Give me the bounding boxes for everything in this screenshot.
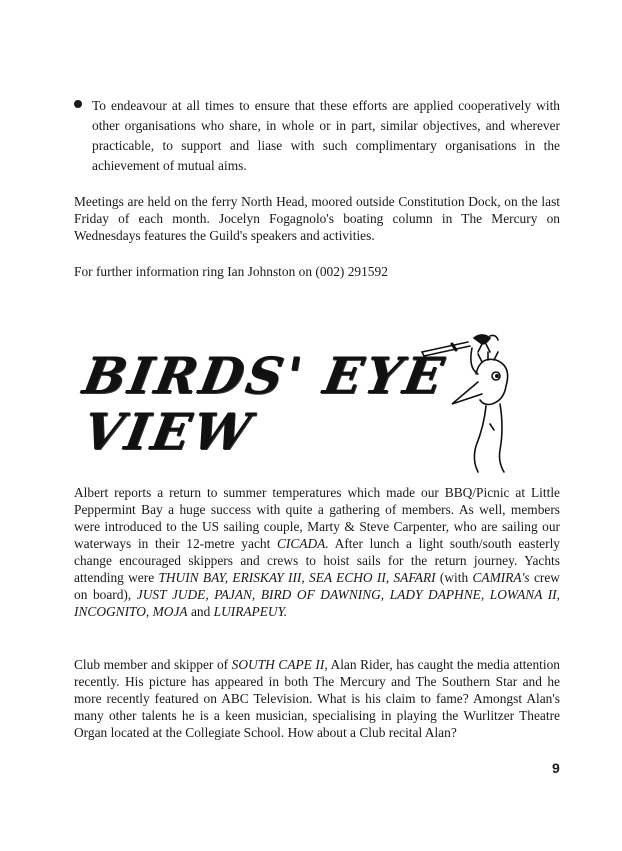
alan-rider-paragraph: [74, 656, 560, 741]
bird-cartoon-illustration: [412, 334, 542, 474]
yacht-name: LOWANA II,: [489, 587, 560, 602]
info-paragraph: For further information ring Ian Johnston on (002) 291592: [74, 264, 388, 279]
yacht-name: CICADA.: [277, 536, 329, 551]
section-title-line1: BIRDS' EYE: [78, 346, 451, 405]
yacht-name: THUIN BAY,: [158, 570, 229, 585]
yacht-name: CAMIRA's: [472, 570, 530, 585]
yacht-name: SEA ECHO II,: [309, 570, 390, 585]
p1-text-e: and: [187, 604, 214, 619]
p1-text-c: (with: [435, 570, 473, 585]
yacht-name: SAFARI: [393, 570, 436, 585]
yacht-name: LUIRAPEUY.: [213, 604, 288, 619]
p2-text-b: Alan Rider, has caught the media attention recently. His picture has appeared in both The Mercury and The Southern Star and he more recently featured on ABC Television. What is his claim to fame? Amongst Alan's many other talents he is a keen musician, specialising in playing the Wurlitzer Theatre Organ located at the Collegiate School. How about a Club recital Alan?: [74, 657, 561, 740]
picnic-paragraph: [74, 484, 560, 620]
yacht-name: LADY DAPHNE,: [389, 587, 485, 602]
p2-text-a: Club member and skipper of: [74, 657, 232, 672]
yacht-name: BIRD OF DAWNING,: [260, 587, 385, 602]
yacht-name: JUST JUDE,: [136, 587, 209, 602]
p1-text-b: After lunch a light south/south easterly change encouraged skippers and crews to hoist sails for the return journey. Yachts attending were: [74, 536, 560, 585]
yacht-name: MOJA: [152, 604, 188, 619]
yacht-name: INCOGNITO,: [74, 604, 150, 619]
yacht-name: ERISKAY III,: [232, 570, 305, 585]
p1-text-d: crew on board),: [74, 570, 560, 602]
bullet-dot: [74, 100, 82, 108]
section-title-line2: VIEW: [78, 402, 258, 461]
yacht-name: SOUTH CAPE II,: [231, 657, 328, 672]
meetings-paragraph: Meetings are held on the ferry North Head, moored outside Constitution Dock, on the last Friday of each month. Jocelyn Fogagnolo's boating column in The Mercury on Wednesdays features the Guild's speakers and activities.: [74, 194, 560, 243]
page-number: 9: [552, 760, 560, 776]
p1-text-a: Albert reports a return to summer temperatures which made our BBQ/Picnic at Little Peppermint Bay a huge success with quite a gathering of members. As well, members were introduced to the US sailing couple, Marty & Steve Carpenter, who are sailing our waterways in their 12-metre yacht: [74, 485, 560, 551]
yacht-name: PAJAN,: [214, 587, 256, 602]
bullet-text: To endeavour at all times to ensure that these efforts are applied cooperatively with other organisations who share, in whole or in part, similar objectives, and wherever practicable, to support and liase with such complimentary organisations in the achievement of mutual aims.: [92, 98, 560, 173]
bullet-item: [74, 96, 560, 176]
